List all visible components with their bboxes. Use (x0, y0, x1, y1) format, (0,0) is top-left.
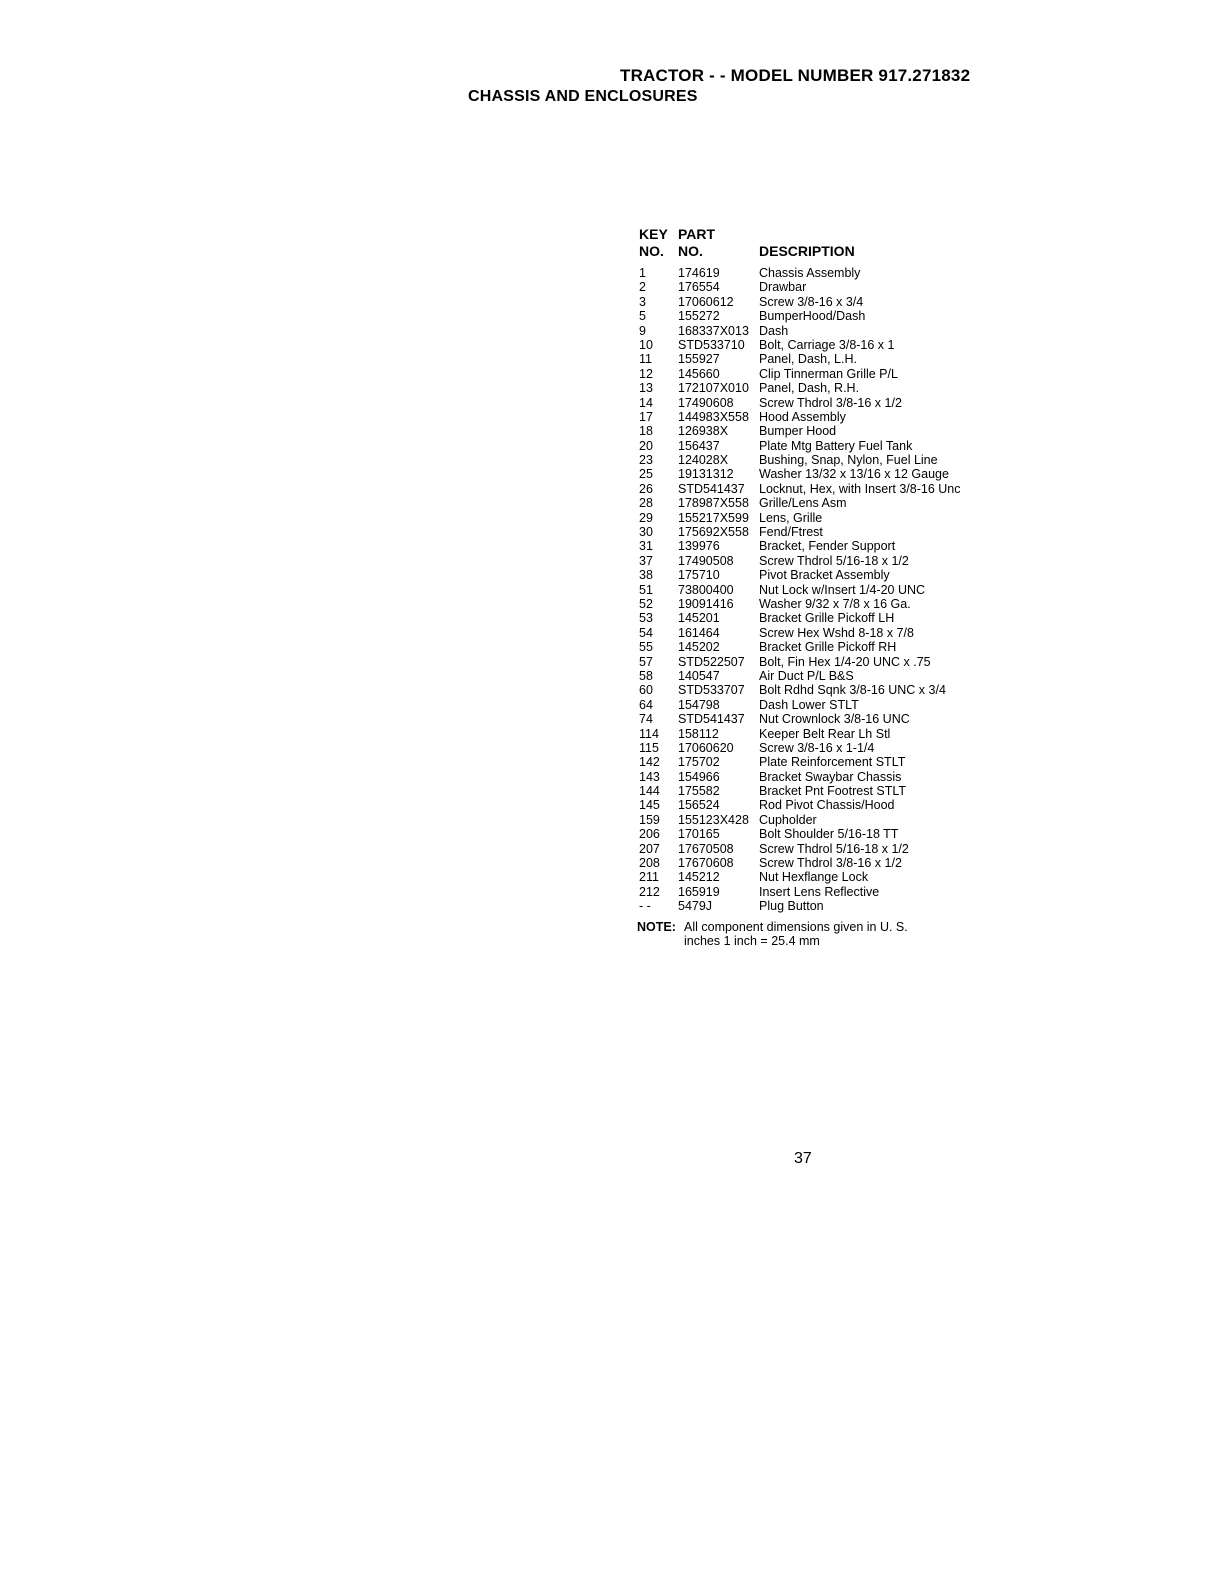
key-header-line2: NO. (639, 243, 664, 259)
part-number: 17670608 (678, 856, 734, 871)
part-number: 140547 (678, 668, 720, 683)
part-description: Air Duct P/L B&S (759, 668, 854, 683)
key-number: 18 (639, 424, 653, 439)
part-description: Locknut, Hex, with Insert 3/8-16 Unc (759, 481, 961, 496)
part-number: STD533707 (678, 683, 745, 698)
table-row (637, 266, 997, 280)
key-number: 11 (639, 352, 652, 367)
key-number: 29 (639, 510, 653, 525)
key-number: 3 (639, 294, 646, 309)
part-number: STD541437 (678, 712, 745, 727)
key-number: 31 (639, 539, 653, 554)
part-description: Plug Button (759, 899, 824, 914)
table-row (637, 367, 997, 381)
key-number: 28 (639, 496, 653, 511)
table-row (637, 683, 997, 697)
part-number: 145202 (678, 640, 720, 655)
key-number: 51 (639, 582, 653, 597)
table-row (637, 539, 997, 553)
part-number: 144983X558 (678, 409, 749, 424)
table-row (637, 885, 997, 899)
page-header (0, 0, 1210, 120)
part-description: Plate Reinforcement STLT (759, 755, 906, 770)
parts-table-body (637, 266, 997, 914)
part-number: 154798 (678, 697, 720, 712)
table-row (637, 770, 997, 784)
part-description: Washer 13/32 x 13/16 x 12 Gauge (759, 467, 949, 482)
part-number: 19091416 (678, 596, 734, 611)
part-number: 175702 (678, 755, 720, 770)
key-number: 14 (639, 395, 653, 410)
key-number: 64 (639, 697, 653, 712)
part-number: 155217X599 (678, 510, 749, 525)
part-number: STD541437 (678, 481, 745, 496)
part-description: Grille/Lens Asm (759, 496, 847, 511)
part-description: Bracket, Fender Support (759, 539, 896, 554)
key-number: 212 (639, 884, 660, 899)
key-number: 52 (639, 596, 653, 611)
part-description: Nut Lock w/Insert 1/4-20 UNC (759, 582, 926, 597)
part-description: Screw Thdrol 5/16-18 x 1/2 (759, 553, 909, 568)
table-row (637, 842, 997, 856)
part-description: BumperHood/Dash (759, 309, 866, 324)
table-row (637, 712, 997, 726)
table-row (637, 856, 997, 870)
key-number: 37 (639, 553, 653, 568)
key-number: 207 (639, 841, 660, 856)
table-row (637, 741, 997, 755)
part-description: Bolt, Carriage 3/8-16 x 1 (759, 337, 895, 352)
key-number: 208 (639, 856, 660, 871)
part-description: Panel, Dash, R.H. (759, 381, 860, 396)
part-number: 178987X558 (678, 496, 749, 511)
part-number: 73800400 (678, 582, 734, 597)
table-row (637, 511, 997, 525)
part-number: 145212 (678, 870, 720, 885)
part-description: Keeper Belt Rear Lh Stl (759, 726, 891, 741)
part-description: Washer 9/32 x 7/8 x 16 Ga. (759, 596, 911, 611)
part-number: 161464 (678, 625, 720, 640)
part-description: Bracket Swaybar Chassis (759, 769, 902, 784)
key-number: 38 (639, 568, 653, 583)
part-number: STD522507 (678, 654, 745, 669)
part-description: Drawbar (759, 280, 807, 295)
part-number: 17060620 (678, 740, 734, 755)
part-number: 174619 (678, 266, 720, 280)
key-number: - - (639, 899, 651, 914)
key-number: 25 (639, 467, 653, 482)
table-row (637, 295, 997, 309)
part-number: STD533710 (678, 337, 745, 352)
part-number: 17490508 (678, 553, 734, 568)
table-row (637, 309, 997, 323)
key-number: 20 (639, 438, 653, 453)
page-number: 37 (794, 1150, 812, 1167)
part-number: 126938X (678, 424, 729, 439)
part-description: Cupholder (759, 812, 817, 827)
key-number: 5 (639, 309, 646, 324)
part-number: 175692X558 (678, 525, 749, 540)
note (637, 920, 997, 950)
table-row (637, 381, 997, 395)
part-number: 168337X013 (678, 323, 749, 338)
part-number: 5479J (678, 899, 713, 914)
key-number: 13 (639, 381, 653, 396)
part-number: 155123X428 (678, 812, 749, 827)
part-description: Lens, Grille (759, 510, 823, 525)
table-row (637, 324, 997, 338)
table-row (637, 424, 997, 438)
part-description: Rod Pivot Chassis/Hood (759, 798, 895, 813)
table-row (637, 698, 997, 712)
key-number: 74 (639, 712, 653, 727)
key-number: 58 (639, 668, 653, 683)
part-description: Plate Mtg Battery Fuel Tank (759, 438, 913, 453)
part-description: Bracket Grille Pickoff LH (759, 611, 895, 626)
part-number: 124028X (678, 453, 729, 468)
table-row (637, 280, 997, 294)
part-description: Bracket Grille Pickoff RH (759, 640, 897, 655)
key-number: 54 (639, 625, 653, 640)
part-description: Nut Crownlock 3/8-16 UNC (759, 712, 910, 727)
part-number: 156524 (678, 798, 720, 813)
table-row (637, 611, 997, 625)
part-description: Dash Lower STLT (759, 697, 859, 712)
table-row (637, 784, 997, 798)
part-number: 154966 (678, 769, 720, 784)
part-description: Hood Assembly (759, 409, 846, 424)
key-number: 17 (639, 409, 653, 424)
key-number: 1 (639, 266, 646, 280)
part-description: Bolt, Fin Hex 1/4-20 UNC x .75 (759, 654, 931, 669)
part-number: 170165 (678, 827, 720, 842)
key-number: 9 (639, 323, 646, 338)
table-row (637, 827, 997, 841)
key-number: 26 (639, 481, 653, 496)
table-row (637, 727, 997, 741)
key-number: 145 (639, 798, 660, 813)
table-row (637, 899, 997, 913)
table-row (637, 453, 997, 467)
key-number: 23 (639, 453, 653, 468)
key-number: 142 (639, 755, 660, 770)
part-number: 17060612 (678, 294, 734, 309)
part-description: Bracket Pnt Footrest STLT (759, 784, 907, 799)
key-number: 55 (639, 640, 653, 655)
table-row (637, 798, 997, 812)
note-text: All component dimensions given in U. S. inches 1 inch = 25.4 mm (684, 919, 908, 948)
table-row (637, 597, 997, 611)
part-number: 156437 (678, 438, 720, 453)
part-description: Insert Lens Reflective (759, 884, 880, 899)
part-description: Screw Thdrol 3/8-16 x 1/2 (759, 856, 902, 871)
table-row (637, 870, 997, 884)
table-row (637, 439, 997, 453)
part-number: 17490608 (678, 395, 734, 410)
parts-table-header (637, 226, 997, 262)
table-row (637, 655, 997, 669)
table-row (637, 640, 997, 654)
key-number: 30 (639, 525, 653, 540)
part-description: Clip Tinnerman Grille P/L (759, 366, 898, 381)
table-row (637, 467, 997, 481)
table-row (637, 482, 997, 496)
parts-list-block (637, 226, 997, 950)
section-subtitle: CHASSIS AND ENCLOSURES (468, 88, 698, 105)
page-title: TRACTOR - - MODEL NUMBER 917.271832 (620, 66, 971, 85)
note-label: NOTE: (637, 919, 676, 934)
part-description: Nut Hexflange Lock (759, 870, 869, 885)
part-number: 155272 (678, 309, 720, 324)
key-number: 114 (639, 726, 659, 741)
description-header: DESCRIPTION (759, 243, 855, 259)
part-number: 139976 (678, 539, 720, 554)
part-description: Screw Thdrol 3/8-16 x 1/2 (759, 395, 902, 410)
part-description: Pivot Bracket Assembly (759, 568, 890, 583)
part-number: 172107X010 (678, 381, 749, 396)
part-number: 158112 (678, 726, 719, 741)
key-number: 2 (639, 280, 646, 295)
part-number: 145660 (678, 366, 720, 381)
part-description: Screw 3/8-16 x 3/4 (759, 294, 864, 309)
part-number: 165919 (678, 884, 720, 899)
key-number: 115 (639, 740, 659, 755)
part-header-line2: NO. (678, 243, 703, 259)
table-row (637, 669, 997, 683)
part-number: 145201 (678, 611, 720, 626)
key-number: 159 (639, 812, 660, 827)
key-number: 143 (639, 769, 660, 784)
key-number: 211 (639, 870, 659, 885)
table-row (637, 352, 997, 366)
part-description: Bolt Shoulder 5/16-18 TT (759, 827, 899, 842)
key-number: 53 (639, 611, 653, 626)
part-number: 175710 (678, 568, 720, 583)
part-description: Screw 3/8-16 x 1-1/4 (759, 740, 875, 755)
table-row (637, 554, 997, 568)
part-description: Bumper Hood (759, 424, 837, 439)
part-number: 155927 (678, 352, 720, 367)
table-row (637, 410, 997, 424)
key-number: 12 (639, 366, 653, 381)
key-number: 10 (639, 337, 653, 352)
part-description: Screw Thdrol 5/16-18 x 1/2 (759, 841, 909, 856)
key-number: 60 (639, 683, 653, 698)
table-row (637, 525, 997, 539)
key-number: 57 (639, 654, 653, 669)
part-description: Fend/Ftrest (759, 525, 823, 540)
part-description: Chassis Assembly (759, 266, 861, 280)
part-description: Screw Hex Wshd 8-18 x 7/8 (759, 625, 914, 640)
table-row (637, 496, 997, 510)
table-row (637, 626, 997, 640)
key-number: 206 (639, 827, 660, 842)
part-number: 17670508 (678, 841, 734, 856)
part-header-line1: PART (678, 226, 716, 242)
table-row (637, 396, 997, 410)
key-number: 144 (639, 784, 660, 799)
part-description: Bolt Rdhd Sqnk 3/8-16 UNC x 3/4 (759, 683, 946, 698)
table-row (637, 583, 997, 597)
part-number: 19131312 (678, 467, 734, 482)
part-description: Dash (759, 323, 789, 338)
table-row (637, 568, 997, 582)
table-row (637, 338, 997, 352)
table-row (637, 755, 997, 769)
part-description: Bushing, Snap, Nylon, Fuel Line (759, 453, 938, 468)
part-number: 175582 (678, 784, 720, 799)
key-header-line1: KEY (639, 226, 668, 242)
part-number: 176554 (678, 280, 720, 295)
part-description: Panel, Dash, L.H. (759, 352, 857, 367)
table-row (637, 813, 997, 827)
